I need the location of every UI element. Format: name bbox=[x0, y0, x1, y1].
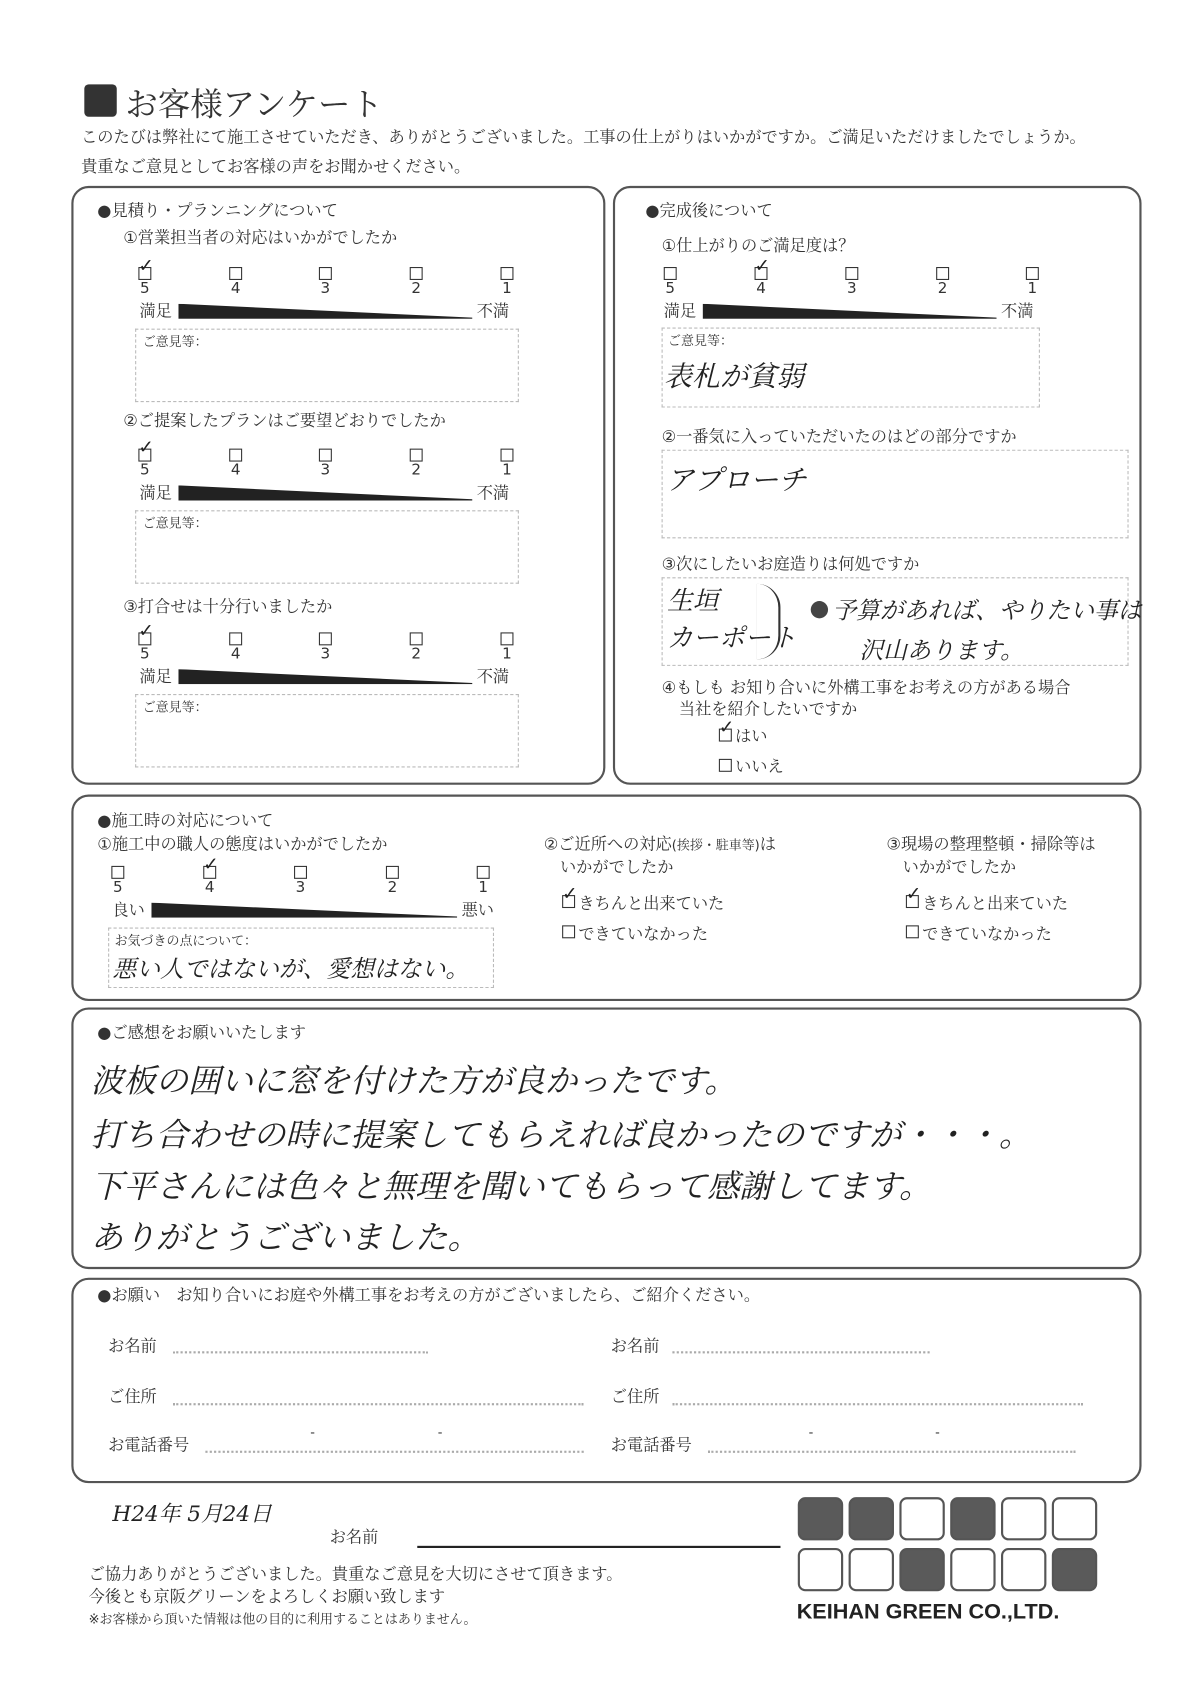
phone-dash: - bbox=[437, 1424, 443, 1440]
referral-yes-label: はい bbox=[735, 726, 768, 746]
logo-tile bbox=[1001, 1548, 1046, 1591]
note-bullet-icon bbox=[811, 601, 828, 618]
construction-q1-number-4: 4 bbox=[204, 878, 215, 897]
planning-q3-number-4: 4 bbox=[230, 645, 241, 663]
after-q1-number-1: 1 bbox=[1027, 279, 1038, 298]
after-q1-checkbox-3[interactable] bbox=[845, 267, 858, 280]
planning-q3-bad-label: 不満 bbox=[476, 666, 510, 687]
left-address-label: ご住所 bbox=[108, 1386, 157, 1407]
after-q2-answer[interactable]: アプローチ bbox=[665, 464, 807, 498]
planning-q2-number-5: 5 bbox=[140, 461, 150, 479]
construction-q1-comment[interactable]: 悪い人ではないが、愛想はない。 bbox=[112, 956, 470, 984]
privacy-note: ※お客様から頂いた情報は他の目的に利用することはありません。 bbox=[88, 1611, 477, 1627]
after-q1-good-label: 満足 bbox=[663, 301, 697, 322]
after-q2-title: ②一番気に入っていただいたのはどの部分ですか bbox=[661, 426, 1017, 447]
right-name-label: お名前 bbox=[610, 1336, 660, 1356]
right-phone-field[interactable] bbox=[708, 1451, 1076, 1453]
planning-q1-number-3: 3 bbox=[320, 279, 331, 298]
after-q4-title-1: ④もしも お知り合いに外構工事をお考えの方がある場合 bbox=[661, 677, 1071, 698]
referral-no-checkbox[interactable] bbox=[719, 759, 732, 772]
planning-q1-number-4: 4 bbox=[230, 279, 241, 298]
planning-q1-checkbox-3[interactable] bbox=[319, 267, 332, 280]
logo-tile bbox=[950, 1548, 995, 1591]
construction-q1-checkbox-2[interactable] bbox=[386, 866, 399, 879]
logo-tile bbox=[849, 1548, 894, 1591]
planning-q2-checkbox-2[interactable] bbox=[410, 449, 423, 462]
planning-q3-number-2: 2 bbox=[411, 645, 421, 663]
after-heading: ●完成後について bbox=[645, 201, 773, 221]
construction-q1-checkbox-5[interactable] bbox=[111, 866, 124, 879]
planning-q3-good-label: 満足 bbox=[139, 666, 172, 687]
thanks-line-1: ご協力ありがとうございました。貴重なご意見を大切にさせて頂きます。 bbox=[88, 1564, 623, 1584]
planning-heading: ●見積り・プランニングについて bbox=[97, 201, 338, 221]
impression-line-4[interactable]: ありがとうございました。 bbox=[90, 1219, 480, 1258]
planning-q3-checkbox-2[interactable] bbox=[410, 632, 423, 645]
planning-q1-number-1: 1 bbox=[502, 279, 512, 298]
logo-tile bbox=[1052, 1548, 1097, 1591]
page-title: お客様アンケート bbox=[125, 86, 383, 125]
construction-q1-comment-label: お気づきの点について： bbox=[114, 932, 258, 949]
planning-q3-checkbox-1[interactable] bbox=[501, 632, 514, 645]
right-name-field[interactable] bbox=[672, 1351, 929, 1353]
after-q3-note-2[interactable]: 沢山あります。 bbox=[859, 637, 1024, 665]
planning-q1-checkbox-2[interactable] bbox=[410, 267, 423, 280]
planning-q3-checkbox-4[interactable] bbox=[229, 632, 242, 645]
planning-q3-number-1: 1 bbox=[502, 645, 512, 663]
construction-q1-checkbox-4[interactable] bbox=[203, 866, 216, 879]
planning-q3-checkbox-3[interactable] bbox=[319, 632, 332, 645]
planning-q3-comment-label: ご意見等： bbox=[142, 699, 208, 715]
right-address-field[interactable] bbox=[672, 1403, 1083, 1405]
q2-title-end: は bbox=[759, 834, 776, 854]
phone-dash: - bbox=[808, 1424, 814, 1440]
left-phone-field[interactable] bbox=[205, 1451, 583, 1453]
planning-q1-comment-label: ご意見等： bbox=[142, 334, 208, 350]
bracket-mark bbox=[757, 584, 781, 660]
phone-dash: - bbox=[310, 1424, 315, 1440]
after-q1-checkbox-1[interactable] bbox=[1026, 267, 1039, 280]
planning-q2-number-1: 1 bbox=[502, 461, 512, 479]
logo-tile bbox=[849, 1497, 894, 1540]
referral-yes-checkbox[interactable] bbox=[719, 729, 732, 742]
intro-line-1: このたびは弊社にて施工させていただき、ありがとうございました。工事の仕上がりはいかがですか。ご満足いただけましたでしょうか。 bbox=[81, 127, 1086, 148]
construction-q1-checkbox-1[interactable] bbox=[477, 866, 490, 879]
construction-q1-number-5: 5 bbox=[112, 878, 123, 897]
construction-q1-bad-label: 悪い bbox=[461, 900, 495, 920]
construction-q1-number-2: 2 bbox=[387, 878, 398, 897]
impression-line-2[interactable]: 打ち合わせの時に提案してもらえれば良かったのですが・・・。 bbox=[90, 1116, 1032, 1155]
after-q4-title-2: 当社を紹介したいですか bbox=[678, 699, 858, 719]
neighbor-yes-label: きちんと出来ていた bbox=[578, 893, 725, 914]
logo-tile bbox=[1052, 1497, 1097, 1540]
after-q1-checkbox-5[interactable] bbox=[664, 267, 677, 280]
construction-q3-title-2: いかがでしたか bbox=[902, 857, 1017, 877]
construction-q1-title: ①施工中の職人の態度はいかがでしたか bbox=[97, 834, 388, 854]
planning-q2-checkbox-5[interactable] bbox=[138, 449, 151, 462]
after-q3-answer-2[interactable]: カーポート bbox=[666, 622, 797, 653]
left-name-field[interactable] bbox=[173, 1351, 428, 1353]
right-phone-label: お電話番号 bbox=[610, 1435, 692, 1456]
q2-title-small: (挨拶・駐車等) bbox=[671, 837, 760, 853]
neighbor-yes-checkbox[interactable] bbox=[562, 895, 575, 908]
signature-name-label: お名前 bbox=[329, 1527, 379, 1547]
planning-q2-checkbox-3[interactable] bbox=[319, 449, 332, 462]
tidiness-yes-label: きちんと出来ていた bbox=[922, 893, 1069, 914]
phone-dash: - bbox=[935, 1424, 940, 1440]
tidiness-no-checkbox[interactable] bbox=[906, 925, 919, 938]
planning-q2-bad-label: 不満 bbox=[476, 483, 510, 503]
planning-q2-checkbox-1[interactable] bbox=[501, 449, 514, 462]
planning-q3-title: ③打合せは十分行いましたか bbox=[123, 596, 333, 617]
construction-heading: ●施工時の対応について bbox=[97, 810, 274, 831]
planning-q1-checkbox-5[interactable] bbox=[138, 267, 151, 280]
planning-q1-title: ①営業担当者の対応はいかがでしたか bbox=[123, 228, 398, 248]
left-name-label: お名前 bbox=[108, 1336, 157, 1356]
construction-q1-good-label: 良い bbox=[112, 900, 145, 920]
construction-q2-title-2: いかがでしたか bbox=[559, 857, 674, 877]
after-q1-comment[interactable]: 表札が貧弱 bbox=[663, 361, 805, 394]
planning-q2-number-3: 3 bbox=[320, 461, 331, 479]
planning-q1-checkbox-4[interactable] bbox=[229, 267, 242, 280]
after-q1-checkbox-2[interactable] bbox=[936, 267, 949, 280]
planning-q2-number-2: 2 bbox=[411, 461, 421, 479]
planning-q2-checkbox-4[interactable] bbox=[229, 449, 242, 462]
neighbor-no-label: できていなかった bbox=[578, 924, 709, 944]
tidiness-yes-checkbox[interactable] bbox=[906, 895, 919, 908]
after-q3-answer-1[interactable]: 生垣 bbox=[666, 585, 719, 617]
after-q1-comment-label: ご意見等： bbox=[668, 332, 733, 349]
logo-tile bbox=[798, 1548, 843, 1591]
planning-q1-bad-label: 不満 bbox=[476, 301, 510, 322]
after-q3-title: ③次にしたいお庭造りは何処ですか bbox=[661, 554, 920, 575]
intro-line-2: 貴重なご意見としてお客様の声をお聞かせください。 bbox=[81, 156, 471, 177]
construction-q1-checkbox-3[interactable] bbox=[294, 866, 307, 879]
planning-q3-checkbox-5[interactable] bbox=[138, 632, 151, 645]
planning-q1-checkbox-1[interactable] bbox=[501, 267, 514, 280]
after-q1-bad-label: 不満 bbox=[1001, 301, 1034, 322]
planning-q3-number-3: 3 bbox=[320, 645, 331, 663]
after-q1-number-3: 3 bbox=[846, 279, 857, 298]
company-name: KEIHAN GREEN CO.,LTD. bbox=[796, 1599, 1060, 1624]
tidiness-no-label: できていなかった bbox=[922, 924, 1052, 944]
impression-line-3[interactable]: 下平さんには色々と無理を聞いてもらって感謝してます。 bbox=[90, 1168, 932, 1207]
planning-q2-good-label: 満足 bbox=[139, 483, 172, 503]
signature-line[interactable] bbox=[417, 1546, 780, 1548]
left-address-field[interactable] bbox=[173, 1403, 584, 1405]
referral-heading: ●お願い お知り合いにお庭や外構工事をお考えの方がございましたら、ご紹介ください。 bbox=[97, 1285, 761, 1305]
impression-line-1[interactable]: 波板の囲いに窓を付けた方が良かったです。 bbox=[90, 1062, 737, 1101]
logo-tile bbox=[899, 1497, 944, 1540]
impressions-heading: ●ご感想をお願いいたします bbox=[97, 1022, 307, 1043]
thanks-line-2: 今後とも京阪グリーンをよろしくお願い致します bbox=[88, 1586, 446, 1607]
logo-tile bbox=[950, 1497, 995, 1540]
planning-q1-good-label: 満足 bbox=[139, 301, 172, 322]
left-phone-label: お電話番号 bbox=[108, 1435, 190, 1456]
neighbor-no-checkbox[interactable] bbox=[562, 925, 575, 938]
construction-q1-number-3: 3 bbox=[295, 878, 306, 897]
planning-q2-title: ②ご提案したプランはご要望どおりでしたか bbox=[123, 410, 446, 431]
right-address-label: ご住所 bbox=[610, 1386, 660, 1407]
after-q1-title: ①仕上がりのご満足度は？ bbox=[661, 235, 855, 256]
after-q1-number-2: 2 bbox=[937, 279, 948, 298]
planning-q1-number-2: 2 bbox=[411, 279, 421, 298]
logo-tile bbox=[899, 1548, 944, 1591]
title-square-icon bbox=[84, 84, 116, 116]
q2-title-main: ②ご近所への対応 bbox=[543, 834, 672, 854]
logo-tile bbox=[1001, 1497, 1046, 1540]
construction-q3-title-1: ③現場の整理整頓・掃除等は bbox=[886, 834, 1096, 854]
after-q1-number-4: 4 bbox=[756, 279, 766, 298]
planning-q2-comment-label: ご意見等： bbox=[142, 515, 208, 531]
planning-q1-number-5: 5 bbox=[140, 279, 150, 298]
referral-no-label: いいえ bbox=[735, 756, 784, 777]
after-q1-number-5: 5 bbox=[665, 279, 676, 298]
survey-date[interactable]: H24年 5月24日 bbox=[112, 1500, 272, 1527]
after-q3-note-1[interactable]: 予算があれば、やりたい事は bbox=[832, 597, 1142, 625]
logo-tile bbox=[798, 1497, 843, 1540]
construction-q1-number-1: 1 bbox=[478, 878, 489, 897]
planning-q3-number-5: 5 bbox=[140, 645, 150, 663]
planning-q2-number-4: 4 bbox=[230, 461, 241, 479]
construction-q2-title-1 bbox=[544, 832, 776, 855]
after-q1-checkbox-4[interactable] bbox=[755, 267, 768, 280]
